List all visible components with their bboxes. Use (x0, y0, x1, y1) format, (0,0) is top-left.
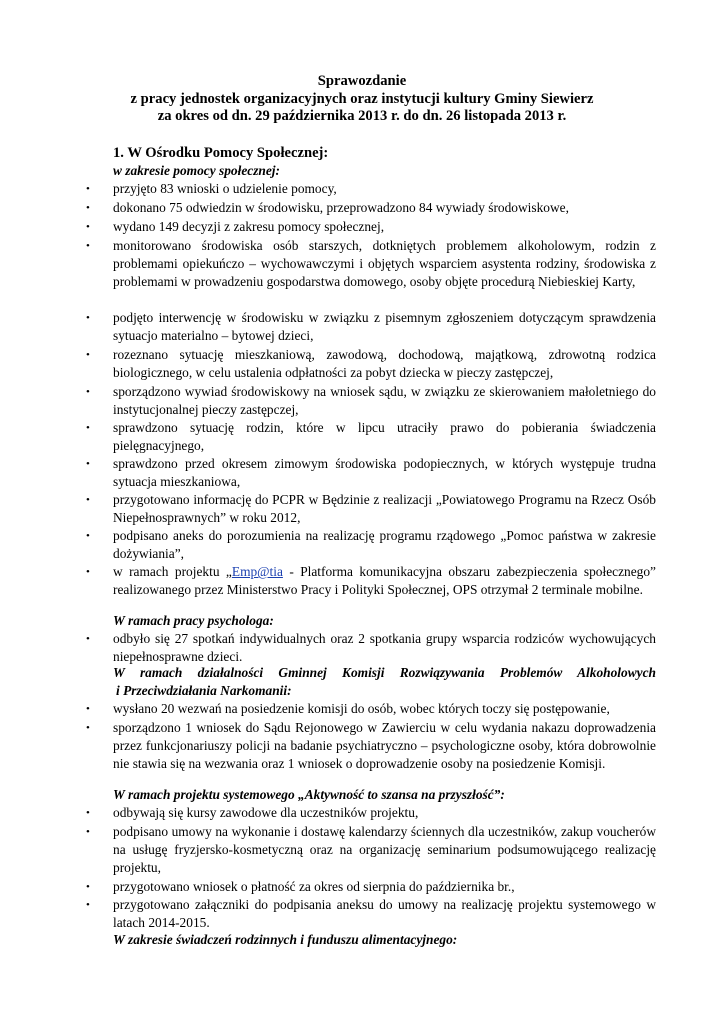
list-item: przygotowano załączniki do podpisania aneksu do umowy na realizację projektu systemowego w latach 2014-2015. (113, 897, 656, 930)
empatia-text-after: - Platforma komunikacyjna obszaru zabezpieczenia społecznego” realizowanego przez Ministerstwo Pracy i Polityki Społecznej, OPS otrzymał 2 terminale mobilne. (113, 564, 656, 597)
subheading-gkrpa: W ramach działalności Gminnej Komisji Rozwiązywania Problemów Alkoholowych (113, 665, 656, 680)
bullet: • (86, 722, 90, 734)
bullet: • (86, 183, 90, 195)
bullet: • (86, 494, 90, 506)
bullet: • (86, 633, 90, 645)
list-item: przyjęto 83 wnioski o udzielenie pomocy, (113, 181, 337, 196)
bullet: • (86, 826, 90, 838)
bullet: • (86, 458, 90, 470)
empatia-text-before: w ramach projektu „ (113, 564, 232, 579)
list-item: podpisano aneks do porozumienia na realizację programu rządowego „Pomoc państwa w zakresie dożywiania”, (113, 528, 656, 561)
list-item: sporządzono 1 wniosek do Sądu Rejonowego w Zawierciu w celu wydania nakazu doprowadzenia przez funkcjonariuszy policji na badanie psychiatryczno – psychologiczne osoby, która dobrowolnie nie stawia się na wezwania oraz 1 wniosek o doprowadzenie osoby na posiedzenie Komisji. (113, 720, 656, 771)
list-item: rozeznano sytuację mieszkaniową, zawodową, dochodową, majątkową, zdrowotną rodzica biologicznego, w celu ustalenia odpłatności za pobyt dziecka w pieczy zastępczej, (113, 347, 656, 380)
bullet: • (86, 566, 90, 578)
bullet: • (86, 202, 90, 214)
subheading-psychologist: W ramach pracy psychologa: (113, 613, 274, 628)
bullet: • (86, 312, 90, 324)
list-item: dokonano 75 odwiedzin w środowisku, przeprowadzono 84 wywiady środowiskowe, (113, 200, 569, 215)
list-item: podjęto interwencję w środowisku w związku z pisemnym zgłoszeniem dotyczącym sprawdzenia sytuacjo materialno – bytowej dzieci, (113, 310, 656, 343)
bullet: • (86, 386, 90, 398)
list-item-empatia (113, 563, 656, 599)
section-heading-ops: 1. W Ośrodku Pomocy Społecznej: (113, 145, 329, 161)
subheading-social-assistance: w zakresie pomocy społecznej: (113, 163, 280, 178)
bullet: • (86, 349, 90, 361)
bullet: • (86, 422, 90, 434)
list-item: wydano 149 decyzji z zakresu pomocy społecznej, (113, 219, 385, 234)
list-item: sprawdzono sytuację rodzin, które w lipcu utraciły prawo do pobierania świadczenia pielęgnacyjnego, (113, 420, 656, 453)
list-item: odbyło się 27 spotkań indywidualnych oraz 2 spotkania grupy wsparcia rodziców wychowujących niepełnosprawne dzieci. (113, 631, 656, 664)
report-subtitle: z pracy jednostek organizacyjnych oraz instytucji kultury Gminy Siewierz (130, 91, 594, 107)
list-item: przygotowano informację do PCPR w Będzinie z realizacji „Powiatowego Programu na Rzecz Osób Niepełnosprawnych” w roku 2012, (113, 492, 656, 525)
bullet: • (86, 881, 90, 893)
report-period: za okres od dn. 29 października 2013 r. do dn. 26 listopada 2013 r. (157, 108, 567, 124)
empatia-link[interactable]: Emp@tia (231, 564, 283, 579)
list-item: monitorowano środowiska osób starszych, dotkniętych problemem alkoholowym, rodzin z problemami opiekuńczo – wychowawczymi i objętych wsparciem asystenta rodziny, środowiska z problemami w prowadzeniu gospodarstwa domowego, osoby objęte procedurą Niebieskiej Karty, (113, 238, 656, 289)
subheading-gkrpa-cont: i Przeciwdziałania Narkomanii: (116, 683, 292, 698)
bullet: • (86, 221, 90, 233)
report-title: Sprawozdanie (317, 73, 407, 89)
list-item: sprawdzono przed okresem zimowym środowiska podopiecznych, w których występuje trudna sytuacja mieszkaniowa, (113, 456, 656, 489)
bullet: • (86, 530, 90, 542)
subheading-family-benefits: W zakresie świadczeń rodzinnych i funduszu alimentacyjnego: (113, 932, 458, 947)
list-item: sporządzono wywiad środowiskowy na wniosek sądu, w związku ze skierowaniem małoletniego do instytucjonalnej pieczy zastępczej, (113, 384, 656, 417)
list-item: wysłano 20 wezwań na posiedzenie komisji do osób, wobec których toczy się postępowanie, (113, 701, 610, 716)
bullet: • (86, 703, 90, 715)
list-item: odbywają się kursy zawodowe dla uczestników projektu, (113, 805, 419, 820)
bullet: • (86, 899, 90, 911)
bullet: • (86, 240, 90, 252)
bullet: • (86, 807, 90, 819)
subheading-project: W ramach projektu systemowego „Aktywność to szansa na przyszłość”: (113, 787, 505, 802)
list-item: przygotowano wniosek o płatność za okres od sierpnia do października br., (113, 879, 515, 894)
list-item: podpisano umowy na wykonanie i dostawę kalendarzy ściennych dla uczestników, zakup voucherów na usługę fryzjersko-kosmetyczną oraz na organizację seminarium podsumowującego realizację projektu, (113, 824, 656, 875)
